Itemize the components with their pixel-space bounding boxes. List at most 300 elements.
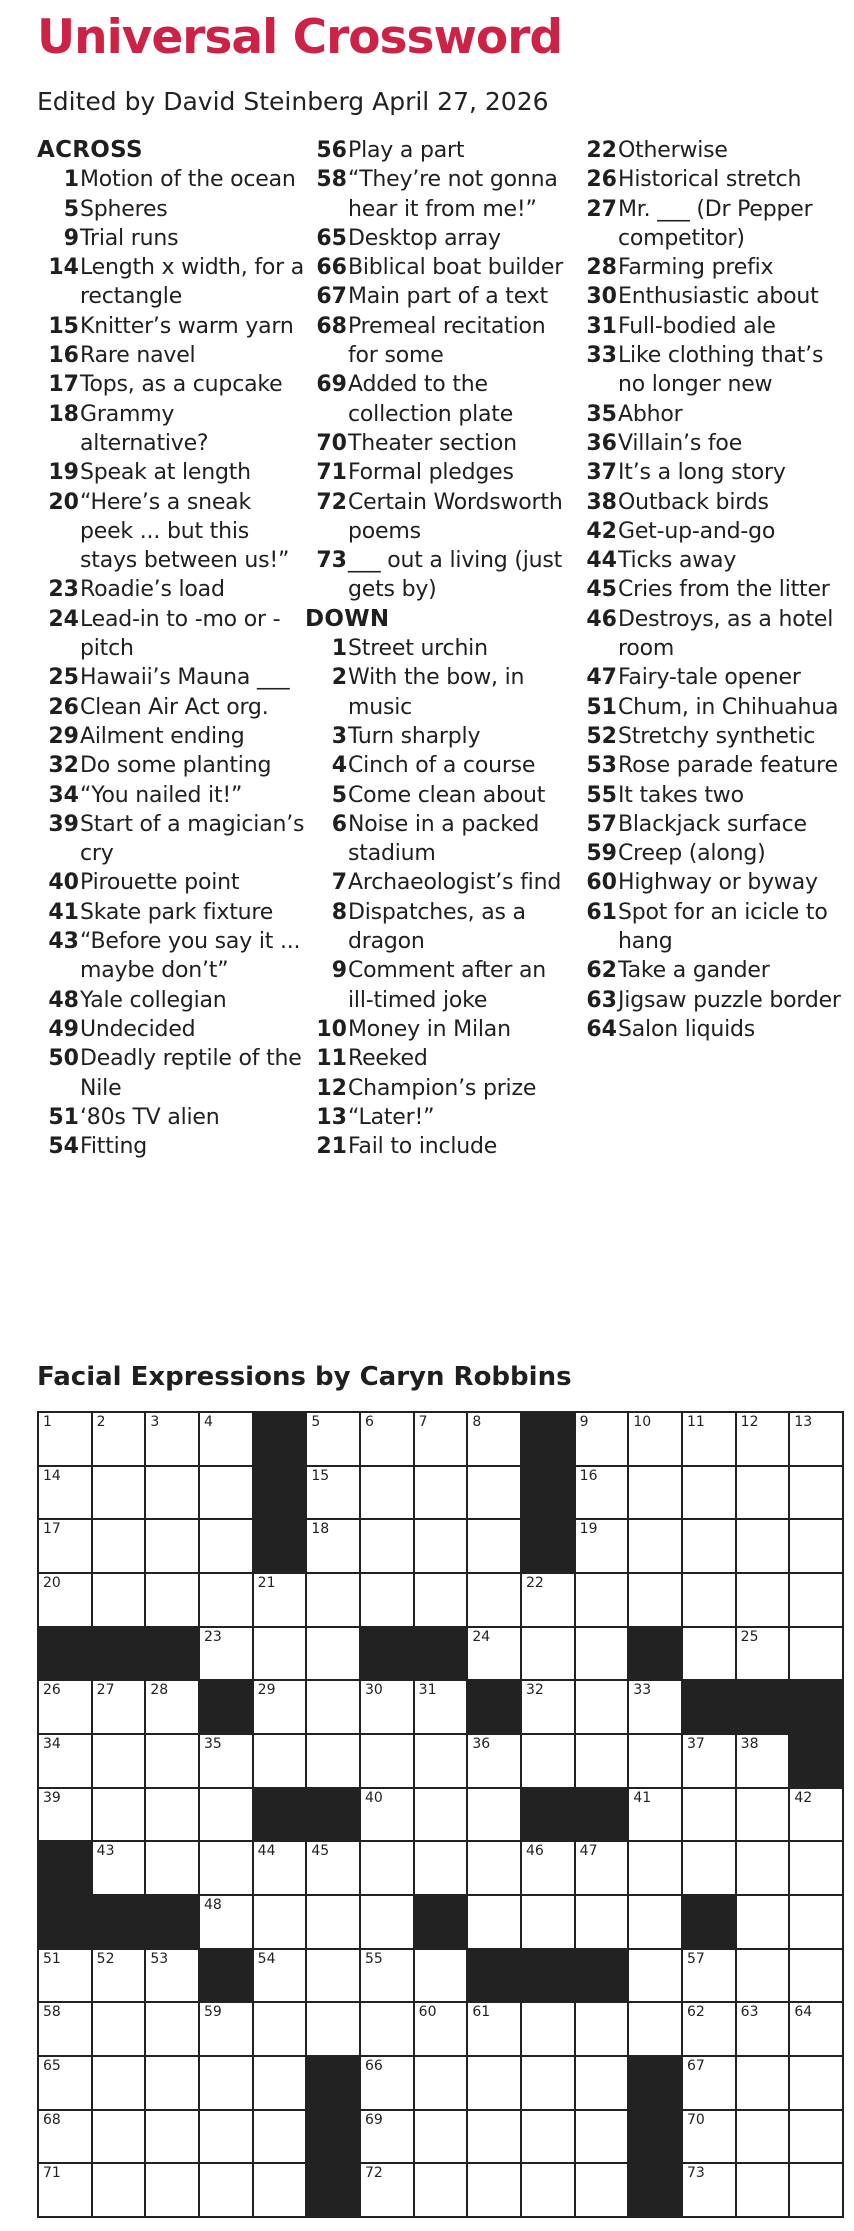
grid-cell[interactable] xyxy=(468,2003,520,2055)
grid-block xyxy=(468,1681,520,1733)
grid-cell[interactable] xyxy=(307,1896,359,1948)
grid-cell[interactable] xyxy=(93,2057,145,2109)
grid-cell[interactable] xyxy=(200,2003,252,2055)
clue[interactable] xyxy=(305,312,575,371)
grid-cell[interactable] xyxy=(629,1413,681,1465)
grid-cell[interactable] xyxy=(39,1413,91,1465)
clue-text: With the bow, in music xyxy=(348,665,525,720)
grid-cell[interactable] xyxy=(93,2003,145,2055)
grid-block xyxy=(93,1896,145,1948)
grid-cell[interactable] xyxy=(39,2111,91,2163)
grid-cell[interactable] xyxy=(629,1789,681,1841)
clue[interactable] xyxy=(575,341,845,400)
grid-cell[interactable] xyxy=(576,1628,628,1680)
clue-number: 4 xyxy=(331,753,347,779)
grid-cell[interactable] xyxy=(415,2057,467,2109)
grid-cell[interactable] xyxy=(307,1628,359,1680)
grid-cell[interactable] xyxy=(468,1520,520,1572)
grid-cell[interactable] xyxy=(146,1735,198,1787)
grid-cell[interactable] xyxy=(307,1413,359,1465)
grid-cell[interactable] xyxy=(307,1467,359,1519)
grid-cell[interactable] xyxy=(576,1413,628,1465)
grid-cell[interactable] xyxy=(93,1950,145,2002)
clue[interactable] xyxy=(37,722,305,751)
clue-number: 36 xyxy=(586,430,617,456)
grid-block xyxy=(254,1789,306,1841)
clue[interactable] xyxy=(575,722,845,751)
grid-cell[interactable] xyxy=(361,1950,413,2002)
grid-cell[interactable] xyxy=(683,1842,735,1894)
grid-cell[interactable] xyxy=(361,1681,413,1733)
clue[interactable] xyxy=(37,1103,305,1132)
grid-cell[interactable] xyxy=(576,1574,628,1626)
grid-cell[interactable] xyxy=(790,2111,842,2163)
grid-cell[interactable] xyxy=(790,1413,842,1465)
clue[interactable] xyxy=(575,282,845,311)
grid-cell[interactable] xyxy=(200,1628,252,1680)
grid-cell[interactable] xyxy=(200,1789,252,1841)
grid-cell[interactable] xyxy=(93,1467,145,1519)
grid-cell[interactable] xyxy=(39,1520,91,1572)
grid-cell[interactable] xyxy=(415,1950,467,2002)
clue[interactable] xyxy=(575,1015,845,1044)
grid-cell[interactable] xyxy=(576,1735,628,1787)
grid-cell[interactable] xyxy=(93,1789,145,1841)
clue[interactable] xyxy=(575,546,845,575)
clue[interactable] xyxy=(305,224,575,253)
grid-cell[interactable] xyxy=(683,2164,735,2216)
clue-number: 1 xyxy=(63,167,79,193)
grid-cell[interactable] xyxy=(683,2003,735,2055)
grid-cell[interactable] xyxy=(522,1735,574,1787)
grid-cell[interactable] xyxy=(415,1520,467,1572)
grid-cell[interactable] xyxy=(307,1681,359,1733)
grid-cell[interactable] xyxy=(200,1735,252,1787)
clue[interactable] xyxy=(305,1103,575,1132)
clue[interactable] xyxy=(575,986,845,1015)
grid-cell[interactable] xyxy=(737,2003,789,2055)
grid-cell[interactable] xyxy=(683,2057,735,2109)
clue[interactable] xyxy=(575,751,845,780)
grid-cell[interactable] xyxy=(737,1467,789,1519)
clue[interactable] xyxy=(305,370,575,429)
clue-text: Hawaii’s Mauna ___ xyxy=(80,665,290,691)
grid-cell[interactable] xyxy=(629,1896,681,1948)
grid-cell[interactable] xyxy=(146,2111,198,2163)
grid-cell[interactable] xyxy=(790,1467,842,1519)
clue[interactable] xyxy=(575,605,845,664)
grid-cell[interactable] xyxy=(146,1789,198,1841)
grid-cell[interactable] xyxy=(415,2003,467,2055)
cell-number: 39 xyxy=(43,1789,61,1806)
clue[interactable] xyxy=(37,370,305,399)
clue[interactable] xyxy=(305,165,575,224)
grid-cell[interactable] xyxy=(629,2003,681,2055)
clue-column-2 xyxy=(305,136,575,1161)
cell-number: 56 xyxy=(579,1950,598,1967)
clue[interactable] xyxy=(305,282,575,311)
grid-cell[interactable] xyxy=(307,1735,359,1787)
grid-cell[interactable] xyxy=(254,1628,306,1680)
clue[interactable] xyxy=(37,1015,305,1044)
clue[interactable] xyxy=(575,956,845,985)
clue[interactable] xyxy=(37,898,305,927)
clue-text: Tops, as a cupcake xyxy=(80,372,283,398)
grid-cell[interactable] xyxy=(522,2003,574,2055)
clue[interactable] xyxy=(37,224,305,253)
grid-cell[interactable] xyxy=(93,1735,145,1787)
clue[interactable] xyxy=(305,868,575,897)
grid-cell[interactable] xyxy=(629,1467,681,1519)
grid-cell[interactable] xyxy=(39,1735,91,1787)
grid-cell[interactable] xyxy=(415,1574,467,1626)
grid-cell[interactable] xyxy=(737,1413,789,1465)
clue[interactable] xyxy=(37,1132,305,1161)
clue-text: Highway or byway xyxy=(618,870,818,896)
grid-cell[interactable] xyxy=(146,2057,198,2109)
clue-number: 49 xyxy=(48,1016,79,1042)
grid-cell[interactable] xyxy=(93,2164,145,2216)
grid-cell[interactable] xyxy=(361,2003,413,2055)
grid-cell[interactable] xyxy=(39,1789,91,1841)
clue[interactable] xyxy=(37,1044,305,1103)
clue[interactable] xyxy=(305,751,575,780)
grid-cell[interactable] xyxy=(200,2111,252,2163)
clue[interactable] xyxy=(575,136,845,165)
cell-number: 46 xyxy=(526,1843,544,1860)
clue[interactable] xyxy=(575,312,845,341)
grid-cell[interactable] xyxy=(93,1574,145,1626)
clue[interactable] xyxy=(575,253,845,282)
grid-cell[interactable] xyxy=(361,1735,413,1787)
grid-cell[interactable] xyxy=(254,1681,306,1733)
grid-cell[interactable] xyxy=(415,2164,467,2216)
grid-cell[interactable] xyxy=(254,1896,306,1948)
grid-cell[interactable] xyxy=(683,1950,735,2002)
grid-cell[interactable] xyxy=(93,1681,145,1733)
grid-cell[interactable] xyxy=(576,2003,628,2055)
grid-cell[interactable] xyxy=(790,1950,842,2002)
grid-cell[interactable] xyxy=(415,1735,467,1787)
grid-cell[interactable] xyxy=(629,1681,681,1733)
clue[interactable] xyxy=(575,868,845,897)
grid-cell[interactable] xyxy=(39,1950,91,2002)
clue-text: Yale collegian xyxy=(80,987,227,1013)
clue[interactable] xyxy=(575,693,845,722)
grid-cell[interactable] xyxy=(39,1467,91,1519)
grid-cell[interactable] xyxy=(93,1520,145,1572)
clue-text: Spheres xyxy=(80,196,168,222)
clue[interactable] xyxy=(305,253,575,282)
grid-cell[interactable] xyxy=(146,1520,198,1572)
grid-cell[interactable] xyxy=(200,1467,252,1519)
grid-cell[interactable] xyxy=(468,2111,520,2163)
grid-block xyxy=(254,1467,306,1519)
grid-cell[interactable] xyxy=(468,1896,520,1948)
grid-cell[interactable] xyxy=(576,1520,628,1572)
clue[interactable] xyxy=(37,663,305,692)
grid-cell[interactable] xyxy=(200,1842,252,1894)
grid-cell[interactable] xyxy=(629,1574,681,1626)
grid-cell[interactable] xyxy=(39,2164,91,2216)
grid-cell[interactable] xyxy=(737,1735,789,1787)
grid-cell[interactable] xyxy=(254,2003,306,2055)
clue[interactable] xyxy=(37,693,305,722)
grid-cell[interactable] xyxy=(468,1413,520,1465)
grid-cell[interactable] xyxy=(468,2164,520,2216)
grid-cell[interactable] xyxy=(307,2003,359,2055)
cell-number: 27 xyxy=(96,1682,115,1699)
clue[interactable] xyxy=(37,458,305,487)
grid-cell[interactable] xyxy=(361,1520,413,1572)
grid-block xyxy=(254,1413,306,1465)
grid-cell[interactable] xyxy=(629,1735,681,1787)
clue[interactable] xyxy=(305,898,575,957)
grid-cell[interactable] xyxy=(629,1842,681,1894)
grid-cell[interactable] xyxy=(468,1574,520,1626)
grid-cell[interactable] xyxy=(576,1467,628,1519)
clue[interactable] xyxy=(37,165,305,194)
clue[interactable] xyxy=(305,1044,575,1073)
clue[interactable] xyxy=(305,634,575,663)
clue[interactable] xyxy=(575,195,845,254)
clue[interactable] xyxy=(575,839,845,868)
grid-cell[interactable] xyxy=(361,1842,413,1894)
grid-cell[interactable] xyxy=(254,2111,306,2163)
grid-cell[interactable] xyxy=(737,2111,789,2163)
grid-cell[interactable] xyxy=(146,1950,198,2002)
clue-text: Archaeologist’s find xyxy=(348,870,562,896)
grid-cell[interactable] xyxy=(790,1574,842,1626)
grid-cell[interactable] xyxy=(254,1950,306,2002)
clue[interactable] xyxy=(305,956,575,1015)
clue-number: 51 xyxy=(586,694,617,720)
grid-cell[interactable] xyxy=(361,1574,413,1626)
clue[interactable] xyxy=(575,488,845,517)
cell-number: 15 xyxy=(311,1467,330,1484)
clue[interactable] xyxy=(305,722,575,751)
grid-cell[interactable] xyxy=(683,1628,735,1680)
clue-text: Length x width, for a rectangle xyxy=(80,255,305,310)
clue[interactable] xyxy=(37,781,305,810)
grid-cell[interactable] xyxy=(415,1789,467,1841)
grid-cell[interactable] xyxy=(39,2057,91,2109)
grid-cell[interactable] xyxy=(576,1842,628,1894)
grid-cell[interactable] xyxy=(146,1413,198,1465)
grid-cell[interactable] xyxy=(468,1842,520,1894)
grid-cell[interactable] xyxy=(307,1574,359,1626)
grid-cell[interactable] xyxy=(307,1842,359,1894)
grid-cell[interactable] xyxy=(146,1574,198,1626)
grid-cell[interactable] xyxy=(361,2164,413,2216)
grid-cell[interactable] xyxy=(790,1896,842,1948)
clue[interactable] xyxy=(575,810,845,839)
clue[interactable] xyxy=(305,429,575,458)
grid-cell[interactable] xyxy=(790,2003,842,2055)
grid-cell[interactable] xyxy=(737,1950,789,2002)
grid-cell[interactable] xyxy=(254,1735,306,1787)
clue-number: 63 xyxy=(586,987,617,1013)
grid-cell[interactable] xyxy=(307,1950,359,2002)
grid-cell[interactable] xyxy=(576,2111,628,2163)
clue[interactable] xyxy=(305,1132,575,1161)
grid-cell[interactable] xyxy=(361,1467,413,1519)
clue[interactable] xyxy=(37,868,305,897)
crossword-grid[interactable] xyxy=(37,1411,844,2218)
clue[interactable] xyxy=(37,195,305,224)
grid-cell[interactable] xyxy=(200,1520,252,1572)
grid-cell[interactable] xyxy=(307,1520,359,1572)
grid-cell[interactable] xyxy=(790,2057,842,2109)
grid-cell[interactable] xyxy=(683,1467,735,1519)
grid-cell[interactable] xyxy=(576,2057,628,2109)
cell-number: 14 xyxy=(43,1467,61,1484)
grid-cell[interactable] xyxy=(415,1681,467,1733)
grid-cell[interactable] xyxy=(468,1735,520,1787)
grid-cell[interactable] xyxy=(737,2057,789,2109)
clue[interactable] xyxy=(575,400,845,429)
grid-cell[interactable] xyxy=(146,1842,198,1894)
grid-cell[interactable] xyxy=(737,1574,789,1626)
clue[interactable] xyxy=(37,605,305,664)
clue[interactable] xyxy=(575,898,845,957)
clue-text: Rose parade feature xyxy=(618,753,838,779)
grid-cell[interactable] xyxy=(468,1789,520,1841)
grid-cell[interactable] xyxy=(200,2057,252,2109)
clue[interactable] xyxy=(37,751,305,780)
grid-cell[interactable] xyxy=(737,2164,789,2216)
clue[interactable] xyxy=(575,429,845,458)
grid-cell[interactable] xyxy=(93,1413,145,1465)
grid-cell[interactable] xyxy=(522,2057,574,2109)
grid-cell[interactable] xyxy=(522,1842,574,1894)
grid-cell[interactable] xyxy=(254,2164,306,2216)
grid-cell[interactable] xyxy=(737,1628,789,1680)
grid-cell[interactable] xyxy=(468,1628,520,1680)
clue[interactable] xyxy=(575,458,845,487)
grid-block xyxy=(307,2111,359,2163)
clue[interactable] xyxy=(305,1074,575,1103)
clue[interactable] xyxy=(305,781,575,810)
grid-cell[interactable] xyxy=(254,1842,306,1894)
clue[interactable] xyxy=(37,488,305,576)
clue-number: 41 xyxy=(48,899,79,925)
clue[interactable] xyxy=(305,488,575,547)
clue[interactable] xyxy=(37,253,305,312)
grid-cell[interactable] xyxy=(576,1896,628,1948)
grid-cell[interactable] xyxy=(93,1842,145,1894)
clue[interactable] xyxy=(305,663,575,722)
grid-cell[interactable] xyxy=(576,2164,628,2216)
clue[interactable] xyxy=(575,517,845,546)
grid-cell[interactable] xyxy=(790,1520,842,1572)
clue[interactable] xyxy=(37,986,305,1015)
grid-cell[interactable] xyxy=(415,2111,467,2163)
clue[interactable] xyxy=(575,663,845,692)
grid-cell[interactable] xyxy=(361,1413,413,1465)
grid-cell[interactable] xyxy=(737,1520,789,1572)
grid-cell[interactable] xyxy=(146,1681,198,1733)
grid-cell[interactable] xyxy=(522,2111,574,2163)
grid-cell[interactable] xyxy=(737,1789,789,1841)
grid-cell[interactable] xyxy=(39,2003,91,2055)
grid-cell[interactable] xyxy=(146,2164,198,2216)
clue[interactable] xyxy=(37,400,305,459)
grid-cell[interactable] xyxy=(254,2057,306,2109)
cell-number: 50 xyxy=(687,1897,705,1913)
clue[interactable] xyxy=(305,546,575,605)
grid-cell[interactable] xyxy=(254,1574,306,1626)
grid-cell[interactable] xyxy=(629,1950,681,2002)
grid-block xyxy=(522,1467,574,1519)
grid-cell[interactable] xyxy=(200,1896,252,1948)
grid-cell[interactable] xyxy=(39,1681,91,1733)
grid-cell[interactable] xyxy=(93,2111,145,2163)
clue[interactable] xyxy=(37,312,305,341)
grid-cell[interactable] xyxy=(522,1574,574,1626)
grid-cell[interactable] xyxy=(522,1896,574,1948)
clue[interactable] xyxy=(575,575,845,604)
grid-cell[interactable] xyxy=(683,1735,735,1787)
grid-cell[interactable] xyxy=(522,1628,574,1680)
clue[interactable] xyxy=(37,927,305,986)
grid-cell[interactable] xyxy=(468,2057,520,2109)
grid-cell[interactable] xyxy=(737,1842,789,1894)
clue[interactable] xyxy=(37,810,305,869)
grid-cell[interactable] xyxy=(683,1520,735,1572)
grid-cell[interactable] xyxy=(683,1789,735,1841)
clue[interactable] xyxy=(575,165,845,194)
grid-cell[interactable] xyxy=(361,1789,413,1841)
grid-cell[interactable] xyxy=(39,1574,91,1626)
grid-cell[interactable] xyxy=(790,1842,842,1894)
clue-text: Mr. ___ (Dr Pepper competitor) xyxy=(618,196,813,251)
grid-cell[interactable] xyxy=(629,1520,681,1572)
grid-cell[interactable] xyxy=(415,1413,467,1465)
clue[interactable] xyxy=(305,458,575,487)
grid-cell[interactable] xyxy=(200,1413,252,1465)
grid-cell[interactable] xyxy=(576,1681,628,1733)
clue[interactable] xyxy=(305,136,575,165)
grid-cell[interactable] xyxy=(146,1467,198,1519)
grid-cell[interactable] xyxy=(361,1896,413,1948)
grid-cell[interactable] xyxy=(200,1574,252,1626)
grid-cell[interactable] xyxy=(683,1574,735,1626)
cell-number: 6 xyxy=(365,1414,374,1430)
grid-cell[interactable] xyxy=(790,1628,842,1680)
grid-cell[interactable] xyxy=(200,2164,252,2216)
clue[interactable] xyxy=(575,781,845,810)
grid-cell[interactable] xyxy=(683,1413,735,1465)
grid-cell[interactable] xyxy=(522,2164,574,2216)
grid-cell[interactable] xyxy=(790,1789,842,1841)
clue[interactable] xyxy=(305,1015,575,1044)
grid-cell[interactable] xyxy=(361,2111,413,2163)
grid-cell[interactable] xyxy=(146,2003,198,2055)
grid-cell[interactable] xyxy=(737,1896,789,1948)
clue[interactable] xyxy=(305,810,575,869)
clue[interactable] xyxy=(37,341,305,370)
clue[interactable] xyxy=(37,575,305,604)
grid-cell[interactable] xyxy=(790,2164,842,2216)
grid-cell[interactable] xyxy=(468,1467,520,1519)
grid-cell[interactable] xyxy=(522,1681,574,1733)
grid-cell[interactable] xyxy=(415,1467,467,1519)
grid-cell[interactable] xyxy=(683,2111,735,2163)
grid-cell[interactable] xyxy=(361,2057,413,2109)
grid-cell[interactable] xyxy=(415,1842,467,1894)
clue-number: 27 xyxy=(586,196,617,222)
